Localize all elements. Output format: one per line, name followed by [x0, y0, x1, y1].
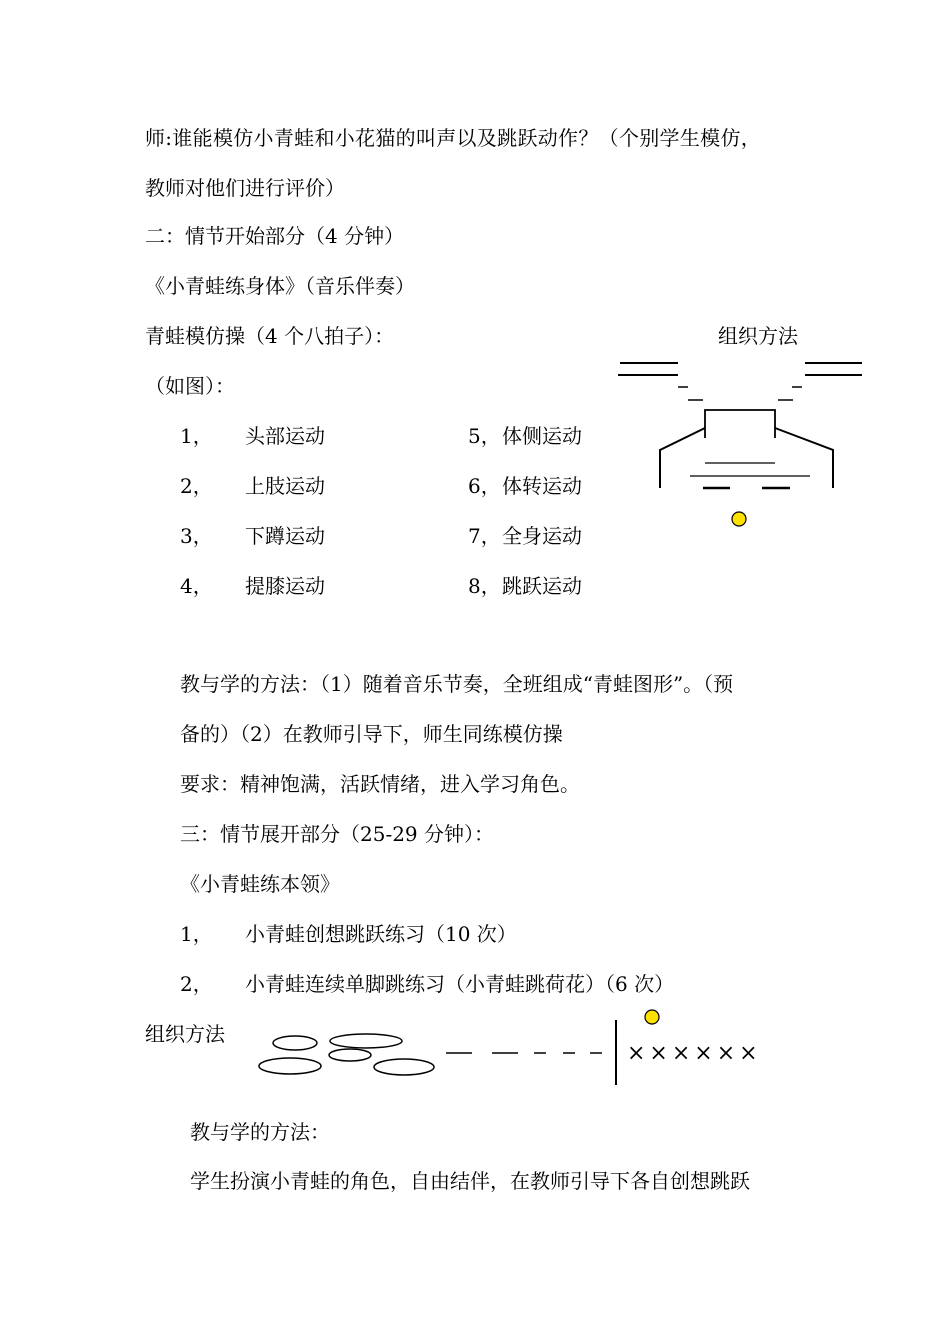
exercise-num-4: 4，: [180, 574, 213, 598]
frog-head-outline: [705, 410, 775, 438]
practice-label-1: 小青蛙创想跳跃练习（10 次）: [245, 922, 517, 946]
exercise-label-6: 体转运动: [502, 474, 582, 498]
exercise-label-4: 提膝运动: [245, 574, 325, 598]
exercise-num-3: 3，: [180, 524, 213, 548]
intro-line-2: 教师对他们进行评价）: [145, 176, 345, 200]
exercise-label-7: 全身运动: [502, 524, 582, 548]
students-crosses: ××××××: [627, 1041, 762, 1066]
exercise-num-6: 6，: [468, 474, 501, 498]
lily-pad: [259, 1058, 321, 1074]
frog-right-arm: [775, 428, 833, 488]
section3-heading: 三：情节展开部分（25-29 分钟）：: [180, 822, 495, 846]
exercise-label-5: 体侧运动: [502, 424, 582, 448]
intro-line-1: 师:谁能模仿小青蛙和小花猫的叫声以及跳跃动作？（个别学生模仿，: [145, 126, 762, 150]
lily-pad: [273, 1036, 317, 1050]
practice-num-1: 1，: [180, 922, 213, 946]
frog-formation-diagram: [600, 350, 870, 540]
section2-requirement: 要求：精神饱满，活跃情绪，进入学习角色。: [180, 772, 580, 796]
exercise-num-1: 1，: [180, 424, 213, 448]
frog-left-arm: [660, 428, 705, 488]
exercise-label-2: 上肢运动: [245, 474, 325, 498]
practice-num-2: 2，: [180, 972, 213, 996]
lily-pad: [374, 1059, 434, 1075]
section3-title: 《小青蛙练本领》: [180, 872, 340, 896]
lily-pad: [330, 1034, 402, 1048]
exercise-label-1: 头部运动: [245, 424, 325, 448]
section2-see-figure: （如图）：: [145, 374, 235, 398]
lily-pad: [329, 1049, 371, 1061]
section2-method-line-2: 备的）（2）在教师引导下，师生同练模仿操: [180, 722, 563, 746]
exercise-label-8: 跳跃运动: [502, 574, 582, 598]
teacher-dot: [645, 1010, 659, 1024]
section3-method-heading: 教与学的方法：: [190, 1120, 330, 1144]
exercise-num-5: 5，: [468, 424, 501, 448]
section3-org-label: 组织方法: [145, 1022, 225, 1046]
section2-method-line-1: 教与学的方法：（1）随着音乐节奏，全班组成“青蛙图形”。（预: [180, 672, 734, 696]
exercise-num-7: 7，: [468, 524, 501, 548]
section2-exercise: 青蛙模仿操（4 个八拍子）：: [145, 324, 395, 348]
section2-heading: 二：情节开始部分（4 分钟）: [145, 224, 405, 248]
lily-pad-diagram: [250, 1005, 650, 1095]
teacher-dot: [732, 512, 746, 526]
exercise-num-8: 8，: [468, 574, 501, 598]
section3-method-text: 学生扮演小青蛙的角色，自由结伴，在教师引导下各自创想跳跃: [190, 1169, 750, 1193]
section2-org-label: 组织方法: [718, 324, 798, 348]
practice-label-2: 小青蛙连续单脚跳练习（小青蛙跳荷花）（6 次）: [245, 972, 675, 996]
exercise-num-2: 2，: [180, 474, 213, 498]
section2-title: 《小青蛙练身体》（音乐伴奏）: [145, 274, 415, 298]
exercise-label-3: 下蹲运动: [245, 524, 325, 548]
